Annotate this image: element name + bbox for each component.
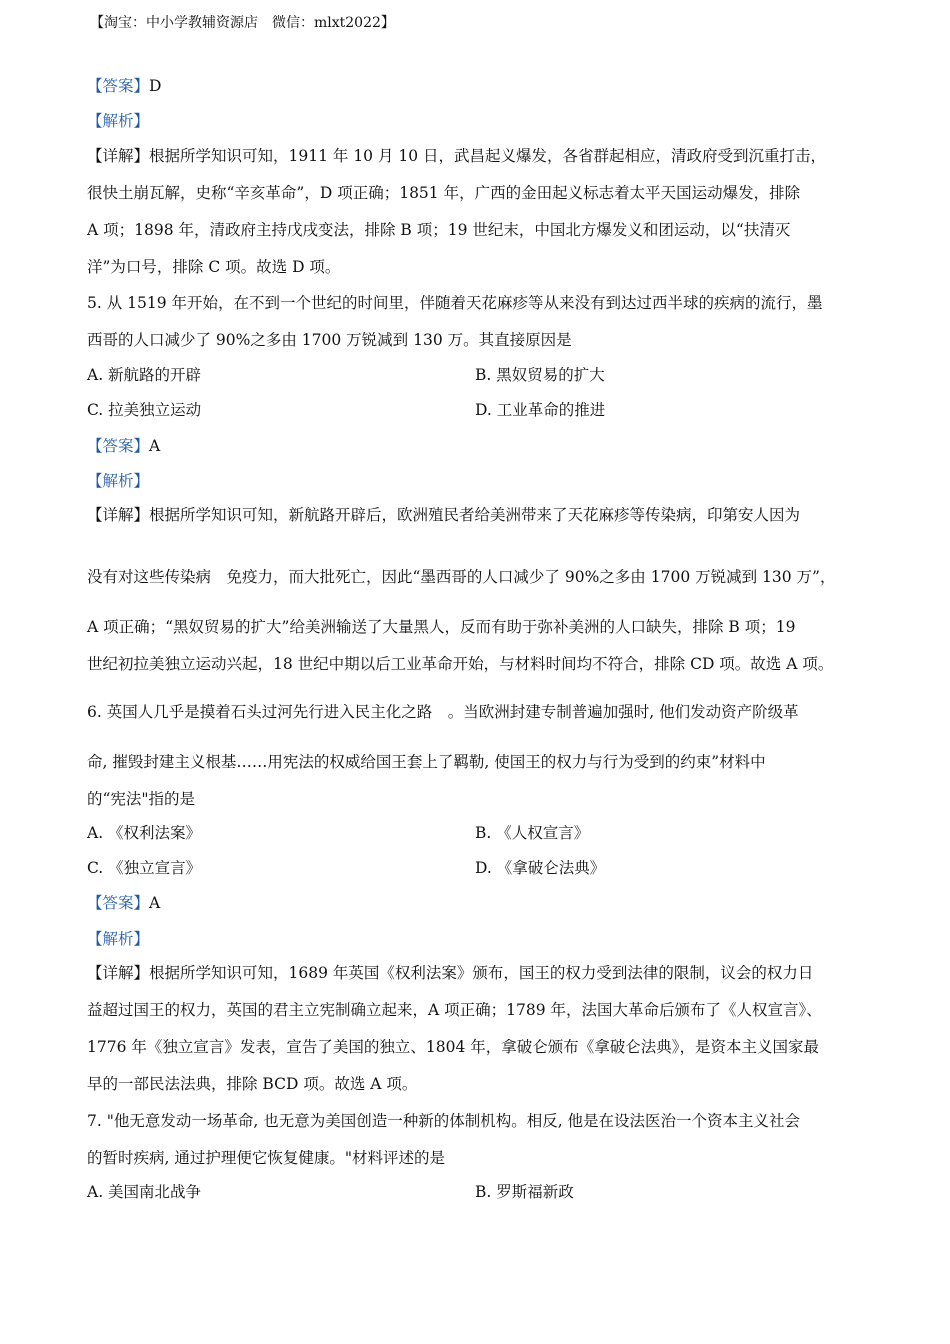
detail-line xyxy=(87,962,813,984)
detail-line: 早的一部民法法典，排除 BCD 项。故选 A 项。 xyxy=(87,1075,418,1093)
option-b: B. 黑奴贸易的扩大 xyxy=(475,366,605,384)
option-d: D. 《拿破仑法典》 xyxy=(475,859,606,877)
question-stem-line: 5. 从 1519 年开始，在不到一个世纪的时间里，伴随着天花麻疹等从来没有到达过西半球的疾病的流行，墨 xyxy=(87,294,823,312)
detail-line: 没有对这些传染病 免疫力，而大批死亡，因此“墨西哥的人口减少了 90%之多由 1700 万锐减到 130 万”， xyxy=(87,568,836,586)
detail-line xyxy=(87,504,800,526)
question-stem-line: 西哥的人口减少了 90%之多由 1700 万锐减到 130 万。其直接原因是 xyxy=(87,331,572,349)
answer-row-q4 xyxy=(87,75,161,97)
detail-label: 【详解】 xyxy=(87,147,150,165)
detail-line: A 项；1898 年，清政府主持戊戌变法，排除 B 项；19 世纪末，中国北方爆发义和团运动，以“扶清灭 xyxy=(87,221,791,239)
option-c: C. 《独立宣言》 xyxy=(87,859,202,877)
option-c: C. 拉美独立运动 xyxy=(87,401,202,419)
question-stem-line: 6. 英国人几乎是摸着石头过河先行进入民主化之路 。当欧洲封建专制普遍加强时, 他们发动资产阶级革 xyxy=(87,703,799,721)
answer-value: A xyxy=(149,894,161,912)
analysis-label-q5: 【解析】 xyxy=(87,472,150,490)
detail-line: 益超过国王的权力，英国的君主立宪制确立起来，A 项正确；1789 年，法国大革命后颁布了《人权宣言》、 xyxy=(87,1001,822,1019)
answer-label: 【答案】 xyxy=(87,77,150,95)
detail-label: 【详解】 xyxy=(87,964,150,982)
page-header: 【淘宝：中小学教辅资源店 微信：mlxt2022】 xyxy=(90,15,395,31)
question-stem-line: 7. "他无意发动一场革命, 也无意为美国创造一种新的体制机构。相反, 他是在设法医治一个资本主义社会 xyxy=(87,1112,801,1130)
option-b: B. 罗斯福新政 xyxy=(475,1183,574,1201)
detail-text: 根据所学知识可知，1911 年 10 月 10 日，武昌起义爆发，各省群起相应，清政府受到沉重打击， xyxy=(149,147,827,165)
detail-line xyxy=(87,145,826,167)
detail-line: 世纪初拉美独立运动兴起，18 世纪中期以后工业革命开始，与材料时间均不符合，排除 CD 项。故选 A 项。 xyxy=(87,655,834,673)
option-d: D. 工业革命的推进 xyxy=(475,401,606,419)
answer-row-q5 xyxy=(87,435,160,457)
detail-line: 很快土崩瓦解，史称“辛亥革命”，D 项正确；1851 年，广西的金田起义标志着太平天国运动爆发，排除 xyxy=(87,184,801,202)
answer-label: 【答案】 xyxy=(87,894,150,912)
question-stem-line: 的“宪法"指的是 xyxy=(87,790,196,808)
analysis-label-q6: 【解析】 xyxy=(87,930,150,948)
option-a: A. 《权利法案》 xyxy=(87,824,202,842)
answer-row-q6 xyxy=(87,892,160,914)
question-stem-line: 的暂时疾病, 通过护理便它恢复健康。"材料评述的是 xyxy=(87,1149,445,1167)
detail-text: 根据所学知识可知，新航路开辟后，欧洲殖民者给美洲带来了天花麻疹等传染病，印第安人因为 xyxy=(149,506,801,524)
detail-line: A 项正确；“黑奴贸易的扩大”给美洲输送了大量黑人，反而有助于弥补美洲的人口缺失，排除 B 项；19 xyxy=(87,618,796,636)
answer-value: D xyxy=(149,77,162,95)
option-a: A. 美国南北战争 xyxy=(87,1183,202,1201)
detail-line: 洋”为口号，排除 C 项。故选 D 项。 xyxy=(87,258,341,276)
option-a: A. 新航路的开辟 xyxy=(87,366,202,384)
answer-label: 【答案】 xyxy=(87,437,150,455)
answer-value: A xyxy=(149,437,161,455)
question-stem-line: 命, 摧毁封建主义根基……用宪法的权威给国王套上了羁勒, 使国王的权力与行为受到的约束”材料中 xyxy=(87,753,766,771)
detail-text: 根据所学知识可知，1689 年英国《权利法案》颁布，国王的权力受到法律的限制，议会的权力日 xyxy=(149,964,814,982)
detail-line: 1776 年《独立宣言》发表，宣告了美国的独立、1804 年，拿破仑颁布《拿破仑法典》，是资本主义国家最 xyxy=(87,1038,819,1056)
option-b: B. 《人权宣言》 xyxy=(475,824,590,842)
detail-label: 【详解】 xyxy=(87,506,150,524)
analysis-label-q4: 【解析】 xyxy=(87,112,150,130)
